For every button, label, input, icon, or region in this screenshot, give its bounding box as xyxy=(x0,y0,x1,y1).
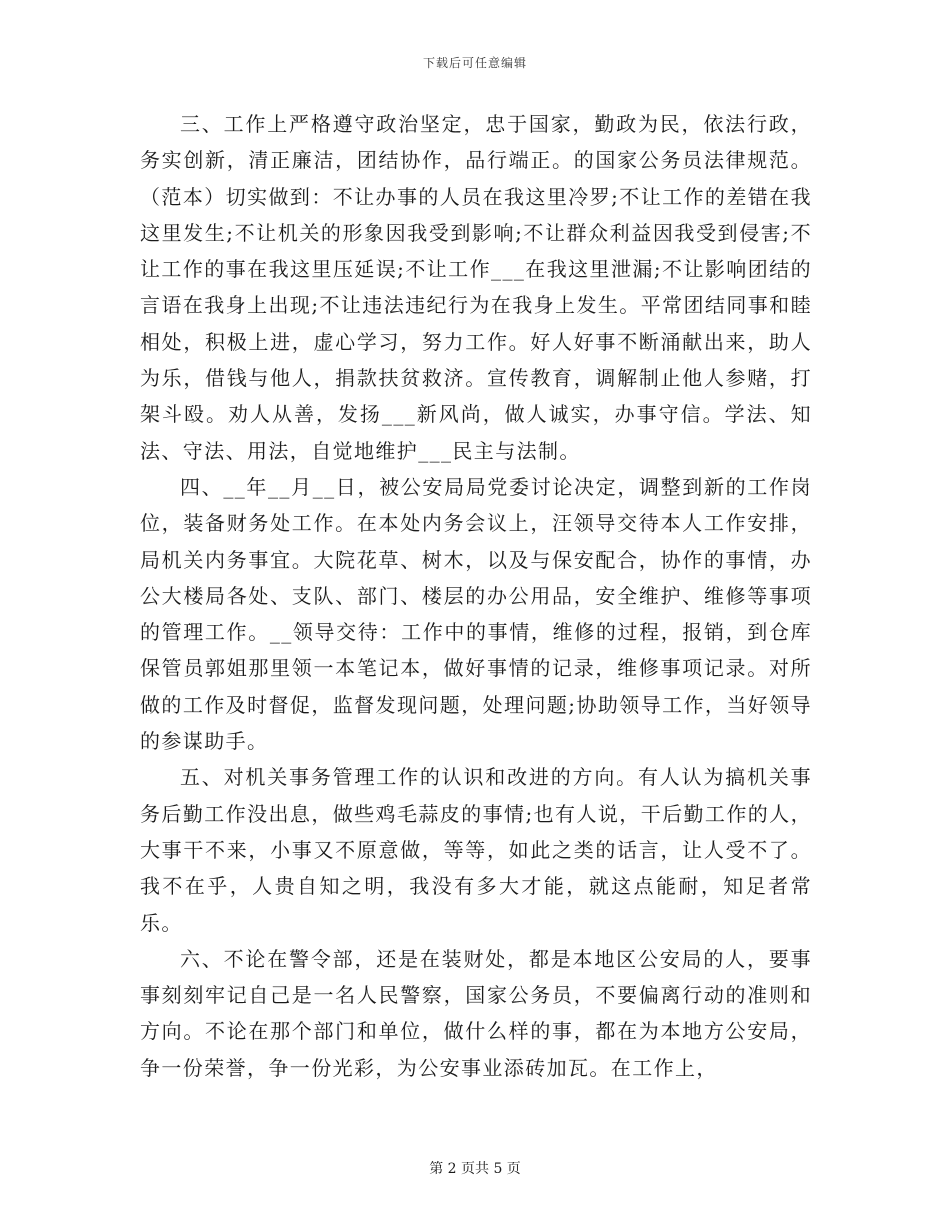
page-number-footer: 第 2 页共 5 页 xyxy=(429,1161,521,1177)
paragraph-section-4: 四、__年__月__日，被公安局局党委讨论决定，调整到新的工作岗位，装备财务处工作。在本处内务会议上，汪领导交待本人工作安排，局机关内务事宜。大院花草、树木，以及与保安配合，协作的事情，办公大楼局各处、支队、部门、楼层的办公用品，安全维护、维修等事项的管理工作。__领导交待：工作中的事情，维修的过程，报销，到仓库保管员郭姐那里领一本笔记本，做好事情的记录，维修事项记录。对所做的工作及时督促，监督发现问题，处理问题;协助领导工作，当好领导的参谋助手。 xyxy=(140,474,812,754)
paragraph-section-3: 三、工作上严格遵守政治坚定，忠于国家，勤政为民，依法行政，务实创新，清正廉洁，团结协作，品行端正。的国家公务员法律规范。（范本）切实做到：不让办事的人员在我这里冷罗;不让工作的差错在我这里发生;不让机关的形象因我受到影响;不让群众利益因我受到侵害;不让工作的事在我这里压延误;不让工作___在我这里泄漏;不让影响团结的言语在我身上出现;不让违法违纪行为在我身上发生。平常团结同事和睦相处，积极上进，虚心学习，努力工作。好人好事不断涌献出来，助人为乐，借钱与他人，捐款扶贫救济。宣传教育，调解制止他人参赌，打架斗殴。劝人从善，发扬___新风尚，做人诚实，办事守信。学法、知法、守法、用法，自觉地维护___民主与法制。 xyxy=(140,112,812,463)
page-header: 下载后可任意编辑 xyxy=(422,56,527,70)
paragraph-section-6: 六、不论在警令部，还是在装财处，都是本地区公安局的人，要事事刻刻牢记自己是一名人民警察，国家公务员，不要偏离行动的准则和方向。不论在那个部门和单位，做什么样的事，都在为本地方公安局，争一份荣誉，争一份光彩，为公安事业添砖加瓦。在工作上， xyxy=(140,946,812,1080)
document-body xyxy=(140,106,812,1086)
paragraph-section-5: 五、对机关事务管理工作的认识和改进的方向。有人认为搞机关事务后勤工作没出息，做些鸡毛蒜皮的事情;也有人说，干后勤工作的人，大事干不来，小事又不原意做，等等，如此之类的话言，让人受不了。我不在乎，人贵自知之明，我没有多大才能，就这点能耐，知足者常乐。 xyxy=(140,765,812,935)
